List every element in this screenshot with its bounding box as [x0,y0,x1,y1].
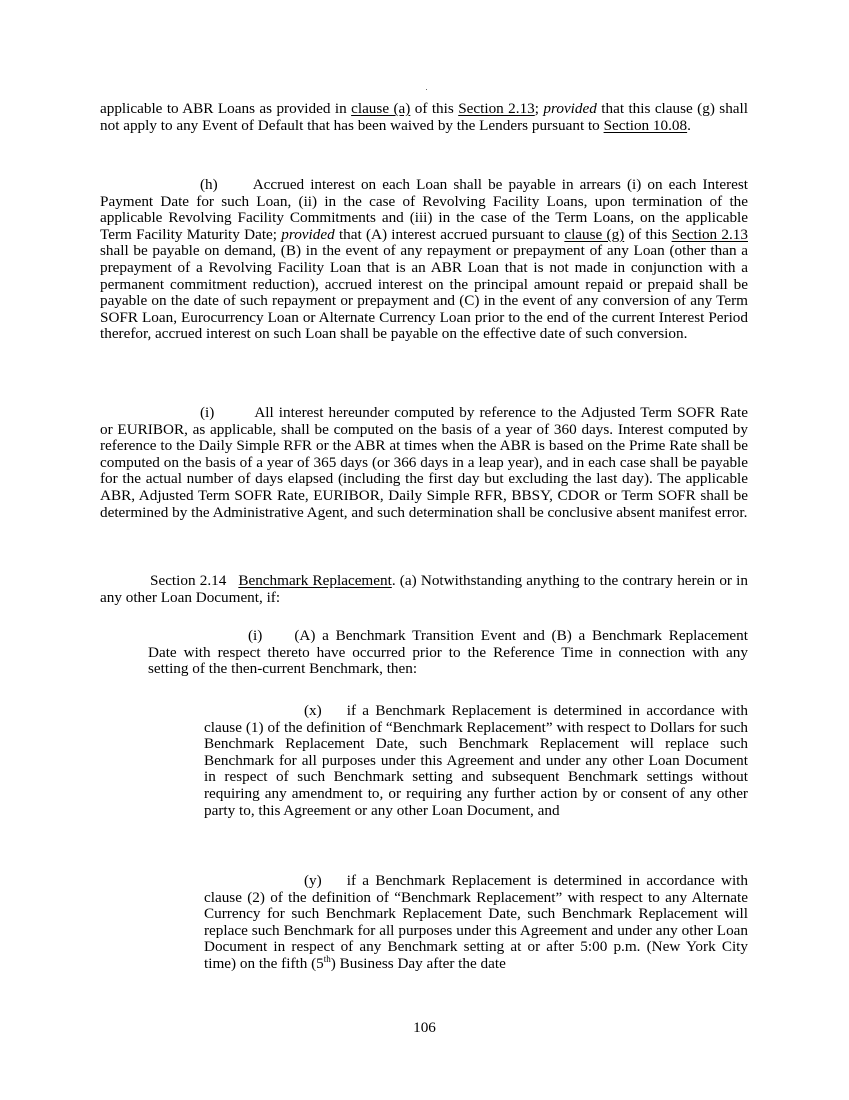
scan-mark [426,89,427,90]
subparagraph-i-label: (i) [248,627,263,644]
paragraph-g-continuation: applicable to ABR Loans as provided in clause (a) of this Section 2.13; provided that this clause (g) shall not apply to any Event of Default that has been waived by the Lenders pursuant to Section 10.08. [100,100,748,134]
subparagraph-y: (y) if a Benchmark Replacement is determined in accordance with clause (2) of the definition of “Benchmark Replacement” with respect to any Alternate Currency for such Benchmark Replacement Date, such Benchmark Replacement will replace such Benchmark for all purposes under this Agreement and under any other Loan Document in respect of any Benchmark setting at or after 5:00 p.m. (New York City time) on the fifth (5th) Business Day after the date [204,872,748,972]
benchmark-replacement-heading: Benchmark Replacement [238,572,392,589]
clause-a-link: clause (a) [351,100,411,117]
paragraph-i: (i) All interest hereunder computed by reference to the Adjusted Term SOFR Rate or EURIBOR, as applicable, shall be computed on the basis of a year of 360 days. Interest computed by reference to the Daily Simple RFR or the ABR at times when the ABR is based on the Prime Rate shall be computed on the basis of a year of 365 days (or 366 days in a leap year), and in each case shall be payable for the actual number of days elapsed (including the first day but excluding the last day). The applicable ABR, Adjusted Term SOFR Rate, EURIBOR, Daily Simple RFR, BBSY, CDOR or Term SOFR shall be determined by the Administrative Agent, and such determination shall be conclusive absent manifest error. [100,404,748,521]
section-2-14-heading-paragraph: Section 2.14 Benchmark Replacement. (a) Notwithstanding anything to the contrary herein or in any other Loan Document, if: [100,572,748,606]
section-2-13-link: Section 2.13 [458,100,535,117]
subparagraph-x-label: (x) [304,702,322,719]
clause-g-link: clause (g) [564,225,625,243]
subparagraph-i: (i) (A) a Benchmark Transition Event and (B) a Benchmark Replacement Date with respect thereto have occurred prior to the Reference Time in connection with any setting of the then-current Benchmark, then: [148,627,748,678]
section-2-13-link-h: Section 2.13 [671,225,748,243]
subparagraph-y-label: (y) [304,872,322,889]
page-number: 106 [413,1019,436,1036]
subparagraph-x: (x) if a Benchmark Replacement is determined in accordance with clause (1) of the definition of “Benchmark Replacement” with respect to Dollars for such Benchmark Replacement Date, such Benchmark Replacement will replace such Benchmark for all purposes under this Agreement and under any other Loan Document in respect of such Benchmark setting and subsequent Benchmark settings without requiring any amendment to, or requiring any further action by or consent of any other party to, this Agreement or any other Loan Document, and [204,702,748,819]
section-10-08-link: Section 10.08 [603,116,688,134]
section-2-14-label: Section 2.14 [150,572,227,589]
paragraph-i-label: (i) [200,404,215,421]
paragraph-h: (h) Accrued interest on each Loan shall be payable in arrears (i) on each Interest Payment Date for such Loan, (ii) in the case of Revolving Facility Loans, upon termination of the applicable Revolving Facility Commitments and (iii) in the case of the Term Loans, on the applicable Term Facility Maturity Date; provided that (A) interest accrued pursuant to clause (g) of this Section 2.13 shall be payable on demand, (B) in the event of any repayment or prepayment of any Loan (other than a prepayment of a Revolving Facility Loan that is an ABR Loan that is not made in conjunction with a permanent commitment reduction), accrued interest on the principal amount repaid or prepaid shall be payable on the date of such repayment or prepayment and (C) in the event of any conversion of any Term SOFR Loan, Eurocurrency Loan or Alternate Currency Loan prior to the end of the current Interest Period therefor, accrued interest on such Loan shall be payable on the effective date of such conversion. [100,176,748,343]
paragraph-h-label: (h) [200,176,218,193]
